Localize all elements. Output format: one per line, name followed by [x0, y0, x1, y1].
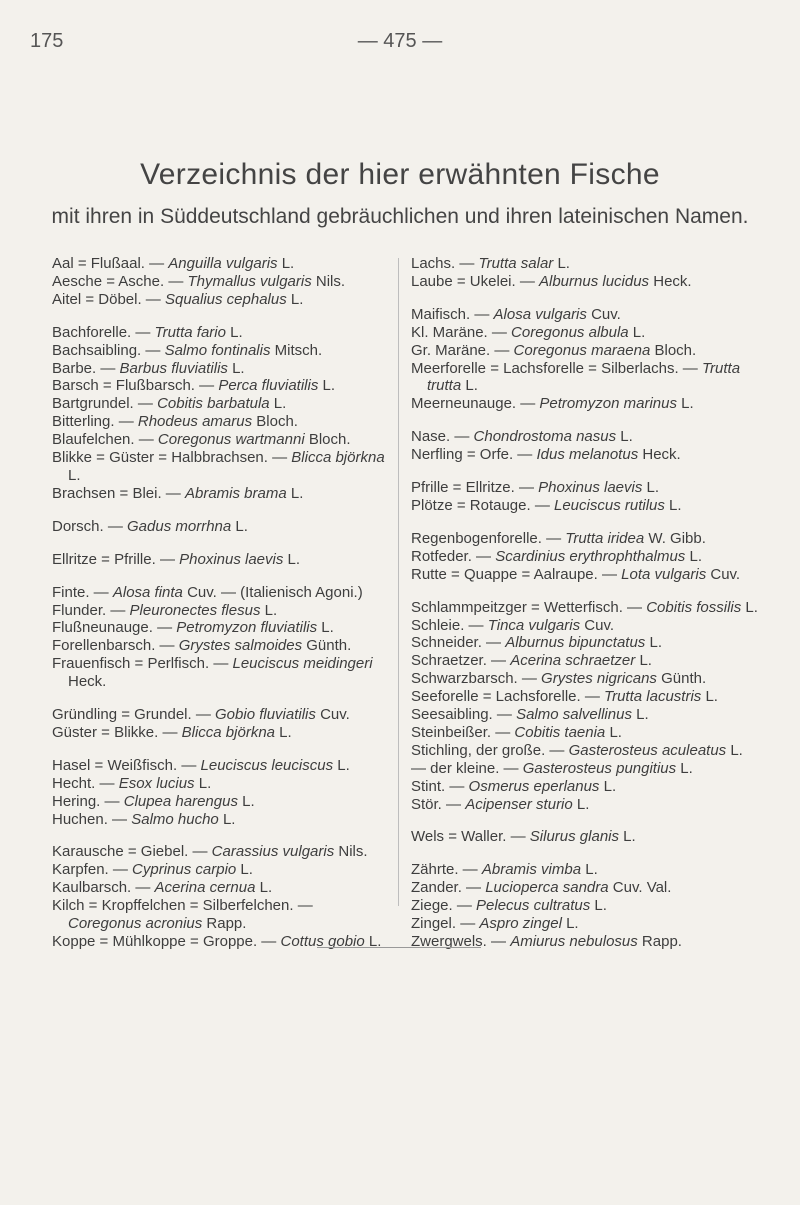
fish-author: L.: [631, 706, 649, 724]
fish-common-name: Dorsch. —: [52, 517, 128, 535]
fish-common-name: Finte. —: [52, 583, 113, 601]
fish-common-name: Bachsaibling. —: [52, 341, 165, 359]
fish-author: L.: [237, 792, 255, 810]
fish-latin-name: Aspro zingel: [479, 915, 562, 933]
fish-common-name: Hecht. —: [52, 774, 119, 792]
fish-author: L.: [676, 759, 693, 777]
fish-author: L.: [461, 377, 478, 395]
right-column: [411, 255, 771, 951]
page-number: 175: [30, 30, 64, 52]
fish-author: Mitsch.: [270, 341, 323, 359]
fish-entry: [411, 548, 771, 566]
fish-author: L.: [194, 774, 212, 792]
fish-entry: [52, 793, 387, 811]
fish-entry: [52, 273, 387, 291]
fish-common-name: Güster = Blikke. —: [52, 723, 182, 741]
fish-common-name: Seesaibling. —: [411, 706, 517, 724]
fish-author: L.: [599, 777, 617, 795]
fish-common-name: Nerfling = Orfe. —: [411, 446, 537, 464]
fish-author: L.: [333, 756, 350, 774]
fish-entry: [52, 933, 387, 951]
fish-entry: [52, 724, 387, 742]
fish-common-name: Bachforelle. —: [52, 323, 155, 341]
fish-author: L.: [616, 428, 633, 446]
fish-author: L.: [286, 484, 304, 502]
fish-author: Rapp.: [637, 933, 682, 950]
fish-author: W. Gibb.: [644, 529, 706, 547]
fish-latin-name: Clupea harengus: [123, 792, 238, 810]
fish-common-name: Aesche = Asche. —: [52, 272, 188, 290]
fish-common-name: Forellenbarsch. —: [52, 637, 179, 655]
fish-author: L.: [581, 861, 598, 879]
fish-author: L.: [318, 377, 336, 395]
fish-latin-name: Thymallus vulgaris: [187, 272, 312, 290]
fish-author: L.: [741, 598, 758, 616]
fish-author: L.: [590, 897, 607, 915]
fish-common-name: Ellritze = Pfrille. —: [52, 550, 180, 568]
fish-entry: [411, 273, 771, 291]
fish-latin-name: Cobitis barbatula: [157, 395, 270, 413]
fish-author: L.: [269, 395, 287, 413]
fish-entry: [411, 446, 771, 464]
fish-latin-name: Alosa vulgaris: [493, 305, 587, 323]
fish-entry: [52, 342, 387, 360]
fish-common-name: Gründling = Grundel. —: [52, 706, 216, 724]
fish-entry: [411, 324, 771, 342]
fish-latin-name: Pelecus cultratus: [476, 897, 591, 915]
fish-common-name: Bartgrundel. —: [52, 395, 158, 413]
fish-latin-name: Chondrostoma nasus: [473, 428, 617, 446]
fish-common-name: Schraetzer. —: [411, 652, 511, 670]
fish-author: L.: [364, 933, 382, 950]
fish-author: L.: [645, 634, 662, 652]
fish-common-name: Seeforelle = Lachsforelle. —: [411, 688, 605, 706]
fish-author: Nils.: [311, 272, 346, 290]
fish-common-name: Brachsen = Blei. —: [52, 484, 185, 502]
fish-common-name: Aal = Flußaal. —: [52, 255, 169, 272]
fish-common-name: Flußneunauge. —: [52, 619, 177, 637]
fish-latin-name: Trutta salar: [478, 255, 554, 272]
fish-common-name: Maifisch. —: [411, 305, 494, 323]
fish-entry: [411, 670, 771, 688]
fish-entry: [411, 566, 771, 584]
fish-latin-name: Alburnus lucidus: [539, 272, 650, 290]
fish-entry: [411, 724, 771, 742]
fish-latin-name: Trutta fario: [154, 323, 226, 341]
fish-entry: [52, 775, 387, 793]
fish-entry: [411, 688, 771, 706]
fish-entry: [52, 324, 387, 342]
fish-common-name: Wels = Waller. —: [411, 828, 530, 846]
fish-entry: [411, 634, 771, 652]
fish-entry: [52, 879, 387, 897]
fish-author: L.: [277, 255, 295, 272]
fish-author: L.: [227, 359, 245, 377]
fish-latin-name: Blicca björkna: [181, 723, 276, 741]
fish-entry: [52, 413, 387, 431]
fish-common-name: Laube = Ukelei. —: [411, 272, 539, 290]
fish-common-name: Zährte. —: [411, 861, 482, 879]
fish-entry: [52, 518, 387, 536]
fish-entry: [411, 395, 771, 413]
fish-author: Günth.: [656, 670, 707, 688]
fish-common-name: Kilch = Kropffelchen = Silberfelchen. —: [52, 897, 313, 915]
fish-entry: [411, 428, 771, 446]
fish-common-name: Kl. Maräne. —: [411, 323, 512, 341]
fish-author: Nils.: [334, 843, 368, 861]
fish-latin-name: Leuciscus meidingeri: [232, 655, 373, 673]
fish-common-name: Barsch = Flußbarsch. —: [52, 377, 219, 395]
fish-common-name: Regenbogenforelle. —: [411, 529, 566, 547]
fish-latin-name: Grystes nigricans: [541, 670, 657, 688]
fish-latin-name: Rhodeus amarus: [137, 413, 253, 431]
fish-latin-name: Acipenser sturio: [465, 795, 573, 813]
fish-common-name: Stör. —: [411, 795, 466, 813]
fish-latin-name: Esox lucius: [118, 774, 195, 792]
fish-author: L.: [572, 795, 590, 813]
fish-latin-name: Anguilla vulgaris: [168, 255, 278, 272]
fish-entry: [52, 551, 387, 569]
fish-common-name: Meerneunauge. —: [411, 395, 540, 413]
fish-author: L.: [635, 652, 652, 670]
fish-latin-name: Lucioperca sandra: [485, 879, 609, 897]
fish-common-name: Schneider. —: [411, 634, 506, 652]
fish-common-name: Schleie. —: [411, 616, 488, 634]
fish-author: Heck.: [638, 446, 681, 464]
fish-common-name: Plötze = Rotauge. —: [411, 496, 554, 514]
fish-author: L.: [664, 496, 682, 514]
fish-entry: [411, 861, 771, 879]
fish-author: L.: [225, 323, 243, 341]
fish-entry: [411, 617, 771, 635]
fish-entry: [411, 897, 771, 915]
column-divider: [398, 258, 399, 906]
fish-latin-name: Gadus morrhna: [127, 517, 232, 535]
fish-author: Cuv. — (Italienisch Agoni.): [182, 583, 363, 601]
fish-latin-name: Salmo fontinalis: [164, 341, 271, 359]
fish-latin-name: Acerina schraetzer: [510, 652, 636, 670]
fish-entry: [52, 637, 387, 655]
fish-entry: [52, 395, 387, 413]
fish-common-name: Blikke = Güster = Halbbrachsen. —: [52, 449, 292, 467]
fish-common-name: Blaufelchen. —: [52, 431, 158, 449]
fish-latin-name: Tinca vulgaris: [487, 616, 581, 634]
fish-latin-name: Amiurus nebulosus: [510, 933, 638, 950]
fish-latin-name: Leuciscus leuciscus: [200, 756, 334, 774]
fish-common-name: Rotfeder. —: [411, 547, 496, 565]
fish-common-name: Koppe = Mühlkoppe = Groppe. —: [52, 933, 281, 950]
fish-author: Bloch.: [304, 431, 351, 449]
fish-entry: [411, 879, 771, 897]
fish-entry: [52, 255, 387, 273]
fish-entry: [52, 602, 387, 620]
fish-author: L.: [275, 723, 292, 741]
fish-latin-name: Phoxinus laevis: [179, 550, 284, 568]
fish-entry: [411, 599, 771, 617]
fish-latin-name: Silurus glanis: [529, 828, 619, 846]
fish-author: L.: [561, 915, 579, 933]
fish-common-name: Zander. —: [411, 879, 486, 897]
fish-author: L.: [605, 723, 622, 741]
fish-common-name: Bitterling. —: [52, 413, 138, 431]
fish-entry: [411, 933, 771, 951]
fish-author: L.: [260, 601, 278, 619]
fish-latin-name: Carassius vulgaris: [211, 843, 335, 861]
fish-latin-name: Cobitis fossilis: [646, 598, 742, 616]
fish-common-name: Steinbeißer. —: [411, 723, 515, 741]
fish-common-name: Rutte = Quappe = Aalraupe. —: [411, 565, 622, 583]
fish-author: L.: [726, 741, 743, 759]
fish-latin-name: Petromyzon marinus: [539, 395, 677, 413]
fish-common-name: Huchen. —: [52, 810, 132, 828]
fish-author: L.: [628, 323, 646, 341]
fish-entry: [52, 843, 387, 861]
fish-latin-name: Leuciscus rutilus: [554, 496, 665, 514]
fish-common-name: Barbe. —: [52, 359, 120, 377]
fish-latin-name: Alosa finta: [112, 583, 183, 601]
fish-common-name: Hasel = Weißfisch. —: [52, 756, 201, 774]
fish-latin-name: Pleuronectes flesus: [129, 601, 261, 619]
fish-author: L.: [685, 547, 702, 565]
fish-latin-name: Blicca björkna: [291, 449, 385, 467]
fish-common-name: Zingel. —: [411, 915, 480, 933]
fish-latin-name: Coregonus acronius: [68, 915, 203, 933]
fish-common-name: Flunder. —: [52, 601, 130, 619]
fish-latin-name: Trutta trutta: [427, 359, 741, 395]
fish-latin-name: Idus melanotus: [536, 446, 639, 464]
fish-entry: [52, 291, 387, 309]
fish-author: L.: [286, 290, 304, 308]
fish-latin-name: Grystes salmoides: [178, 637, 303, 655]
fish-entry: [52, 584, 387, 602]
fish-entry: [52, 431, 387, 449]
fish-common-name: Hering. —: [52, 792, 124, 810]
fish-latin-name: Trutta iridea: [565, 529, 645, 547]
fish-common-name: Frauenfisch = Perlfisch. —: [52, 655, 233, 673]
fish-entry: [411, 742, 771, 760]
fish-entry: [411, 778, 771, 796]
left-column: [52, 255, 387, 951]
fish-author: L.: [676, 395, 694, 413]
fish-latin-name: Coregonus maraena: [513, 341, 651, 359]
fish-author: Cuv. Val.: [608, 879, 672, 897]
fish-entry: [411, 342, 771, 360]
fish-author: Bloch.: [650, 341, 697, 359]
fish-author: L.: [231, 517, 248, 535]
fish-entry: [52, 360, 387, 378]
fish-author: L.: [642, 479, 660, 497]
fish-entry: [52, 619, 387, 637]
fish-common-name: Karpfen. —: [52, 861, 133, 879]
fish-author: L.: [701, 688, 718, 706]
fish-common-name: Kaulbarsch. —: [52, 879, 155, 897]
fish-common-name: Lachs. —: [411, 255, 479, 272]
fish-author: Heck.: [649, 272, 692, 290]
end-rule: [317, 947, 481, 948]
fish-entry: [52, 757, 387, 775]
fish-author: L.: [68, 466, 81, 484]
fish-latin-name: Scardinius erythrophthalmus: [495, 547, 686, 565]
page-title: Verzeichnis der hier erwähnten Fische: [140, 158, 660, 191]
fish-author: L.: [218, 810, 236, 828]
fish-latin-name: Barbus fluviatilis: [119, 359, 228, 377]
fish-latin-name: Abramis brama: [184, 484, 287, 502]
fish-entry: [411, 530, 771, 548]
fish-latin-name: Salmo salvellinus: [516, 706, 632, 724]
fish-common-name: Schlammpeitzger = Wetterfisch. —: [411, 598, 647, 616]
fish-author: Rapp.: [202, 915, 247, 933]
fish-common-name: Nase. —: [411, 428, 474, 446]
fish-latin-name: Cobitis taenia: [514, 723, 606, 741]
fish-entry: [411, 360, 771, 396]
fish-author: Cuv.: [586, 305, 621, 323]
fish-latin-name: Abramis vimba: [481, 861, 582, 879]
fish-entry: [52, 377, 387, 395]
fish-author: L.: [619, 828, 636, 846]
fish-latin-name: Gasterosteus pungitius: [522, 759, 677, 777]
fish-latin-name: Trutta lacustris: [604, 688, 702, 706]
fish-common-name: Gr. Maräne. —: [411, 341, 514, 359]
fish-latin-name: Osmerus eperlanus: [468, 777, 600, 795]
fish-entry: [411, 796, 771, 814]
fish-author: Günth.: [302, 637, 352, 655]
fish-author: L.: [236, 861, 253, 879]
fish-common-name: Stint. —: [411, 777, 469, 795]
fish-common-name: Stichling, der große. —: [411, 741, 569, 759]
fish-entry: [411, 828, 771, 846]
fish-latin-name: Coregonus wartmanni: [157, 431, 305, 449]
fish-entry: [52, 811, 387, 829]
fish-latin-name: Perca fluviatilis: [218, 377, 319, 395]
fish-entry: [411, 497, 771, 515]
fish-author: Bloch.: [252, 413, 298, 431]
fish-common-name: Zwergwels. —: [411, 933, 511, 950]
fish-common-name: Karausche = Giebel. —: [52, 843, 212, 861]
fish-entry: [411, 706, 771, 724]
fish-entry: [52, 449, 387, 485]
fish-latin-name: Alburnus bipunctatus: [505, 634, 646, 652]
fish-entry: [411, 652, 771, 670]
fish-entry: [411, 479, 771, 497]
fish-latin-name: Lota vulgaris: [621, 565, 707, 583]
fish-entry: [52, 485, 387, 503]
fish-author: Cuv.: [315, 706, 350, 724]
fish-common-name: Meerforelle = Lachsforelle = Silberlachs. —: [411, 359, 702, 377]
fish-entry: [52, 861, 387, 879]
fish-author: L.: [553, 255, 570, 272]
fish-latin-name: Cyprinus carpio: [132, 861, 237, 879]
fish-common-name: Schwarzbarsch. —: [411, 670, 542, 688]
fish-entry: [411, 255, 771, 273]
fish-latin-name: Petromyzon fluviatilis: [176, 619, 318, 637]
fish-entry: [411, 306, 771, 324]
fish-entry: [411, 760, 771, 778]
fish-author: L.: [283, 550, 301, 568]
fish-entry: [52, 897, 387, 933]
fish-latin-name: Coregonus albula: [511, 323, 629, 341]
page-number-centered: — 475 —: [357, 30, 443, 52]
fish-latin-name: Salmo hucho: [131, 810, 219, 828]
fish-latin-name: Gasterosteus aculeatus: [568, 741, 727, 759]
fish-common-name: Aitel = Döbel. —: [52, 290, 165, 308]
fish-latin-name: Squalius cephalus: [164, 290, 287, 308]
fish-author: L.: [317, 619, 334, 637]
fish-latin-name: Gobio fluviatilis: [215, 706, 316, 724]
fish-common-name: Ziege. —: [411, 897, 477, 915]
fish-latin-name: Acerina cernua: [154, 879, 256, 897]
fish-common-name: — der kleine. —: [411, 759, 523, 777]
fish-author: Cuv.: [706, 565, 741, 583]
fish-common-name: Pfrille = Ellritze. —: [411, 479, 539, 497]
page-subtitle: mit ihren in Süddeutschland gebräuchlichen und ihren lateinischen Namen.: [51, 205, 749, 228]
fish-author: Heck.: [68, 673, 107, 691]
fish-entry: [52, 655, 387, 691]
fish-author: L.: [255, 879, 273, 897]
fish-latin-name: Cottus gobio: [280, 933, 365, 950]
fish-entry: [52, 706, 387, 724]
fish-latin-name: Phoxinus laevis: [538, 479, 643, 497]
fish-author: Cuv.: [580, 616, 615, 634]
fish-entry: [411, 915, 771, 933]
